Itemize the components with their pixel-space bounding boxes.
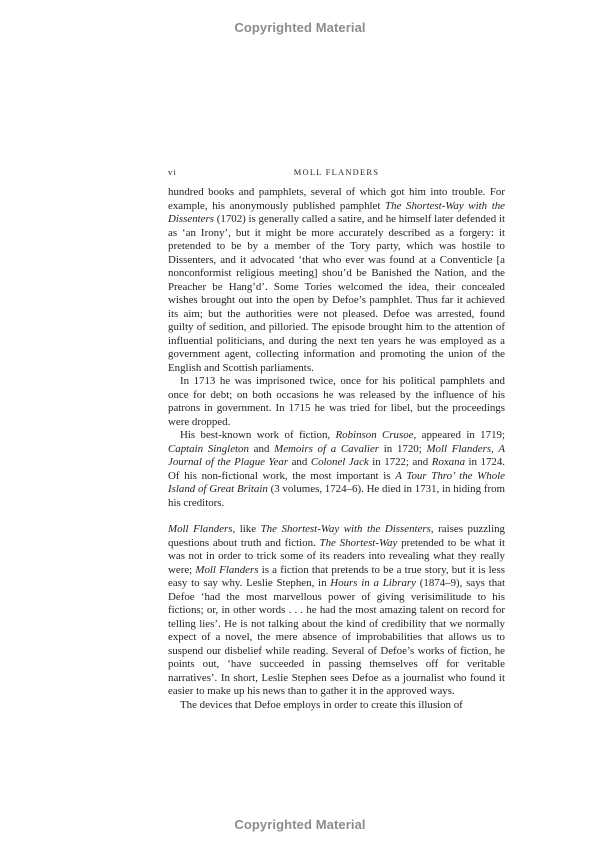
italic-text: Moll Flanders <box>195 563 259 576</box>
text-run: (1874–9), says that Defoe ‘had the most marvellous power of giving verisimilitude to his fictions; or, in other words . . . he had the most amazing talent on record for telling lies’. He is not talking about the kind of credibility that we normally expect of a novel, the mere absence of improbabilities that allows us to suspend our disbelief while reading. Several of Defoe’s works of fiction, he points out, ‘have succeeded in passing themselves off for veritable narratives’. In short, Leslie Stephen sees Defoe as a journalist who found it easier to make up his news than to gather it in the approved ways. <box>168 577 505 697</box>
text-run: His best-known work of fiction, <box>180 429 336 441</box>
copyright-banner-top: Copyrighted Material <box>234 20 366 35</box>
text-run: , appeared in 1719; <box>413 429 505 441</box>
italic-text: Captain Singleton <box>168 442 249 455</box>
text-run: is a fiction that pretends to be a true story, but it is less easy to say why. Leslie Stephen, in <box>168 563 505 589</box>
copyright-banner-bottom: Copyrighted Material <box>234 817 366 832</box>
italic-text: Hours in a Library <box>330 577 416 589</box>
italic-text: The Shortest-Way with the Dissenters <box>260 523 431 535</box>
paragraph <box>168 186 505 375</box>
italic-text: Roxana <box>431 456 466 468</box>
running-title: MOLL FLANDERS <box>293 167 380 177</box>
text-run: (3 volumes, 1724–6). He died in 1731, in hiding from his creditors. <box>168 483 505 509</box>
text-run: The devices that Defoe employs in order to create this illusion of <box>180 698 463 711</box>
italic-text: A Tour Thro’ the Whole Island of Great Britain <box>168 469 505 495</box>
text-run: , like <box>232 523 261 535</box>
body-text <box>168 186 505 712</box>
text-run: , raises puzzling questions about truth and fiction. <box>168 523 505 549</box>
book-page <box>168 166 505 712</box>
italic-text: Moll Flanders <box>168 523 233 535</box>
italic-text: The Shortest-Way <box>319 536 398 549</box>
running-head <box>168 166 505 180</box>
italic-text: Moll Flanders, A Journal of the Plague Year <box>168 442 505 468</box>
text-run: pretended to be what it was not in order to trick some of its readers into revealing what they really were; <box>168 536 505 576</box>
paragraph <box>168 375 505 429</box>
paragraph <box>168 429 505 510</box>
text-run: and <box>248 442 275 455</box>
paragraph <box>168 699 505 713</box>
italic-text: Memoirs of a Cavalier <box>274 442 380 455</box>
text-run: In 1713 he was imprisoned twice, once for his political pamphlets and once for debt; on both occasions he was released by the influence of his patrons in government. In 1715 he was tried for libel, but the proceedings were dropped. <box>168 375 505 428</box>
text-run: (1702) is generally called a satire, and he himself later defended it as ‘an Irony’, but it might be more accurately described as a forgery: it pretended to be by a member of the Tory party, which was hostile to Dissenters, and it advocated ‘that who ever was found at a Conventicle [a nonconformist religious meeting] shou’d be Banished the Nation, and the Preacher be Hang’d’. Some Tories welcomed the idea, their concealed wishes brought out into the open by Defoe’s pamphlet. Thus far it achieved its aim; but the authorities were not pleased. Defoe was arrested, found guilty of sedition, and pilloried. The episode brought him to the attention of influential politicians, and during the next ten years he was employed as a government agent, collecting information and promoting the union of the English and Scottish parliaments. <box>168 213 505 374</box>
italic-text: Robinson Crusoe <box>335 429 414 441</box>
text-run: in 1722; and <box>368 456 432 468</box>
text-run: hundred books and pamphlets, several of which got him into trouble. For example, his anonymously published pamphlet <box>168 186 505 212</box>
italic-text: The Shortest-Way with the Dissenters <box>168 199 505 225</box>
text-run: in 1724. Of his non-fictional work, the most important is <box>168 456 506 482</box>
page-number: vi <box>168 167 178 177</box>
text-run: in 1720; <box>379 442 427 455</box>
italic-text: Colonel Jack <box>310 456 369 468</box>
paragraph <box>168 523 505 699</box>
text-run: and <box>288 456 311 468</box>
